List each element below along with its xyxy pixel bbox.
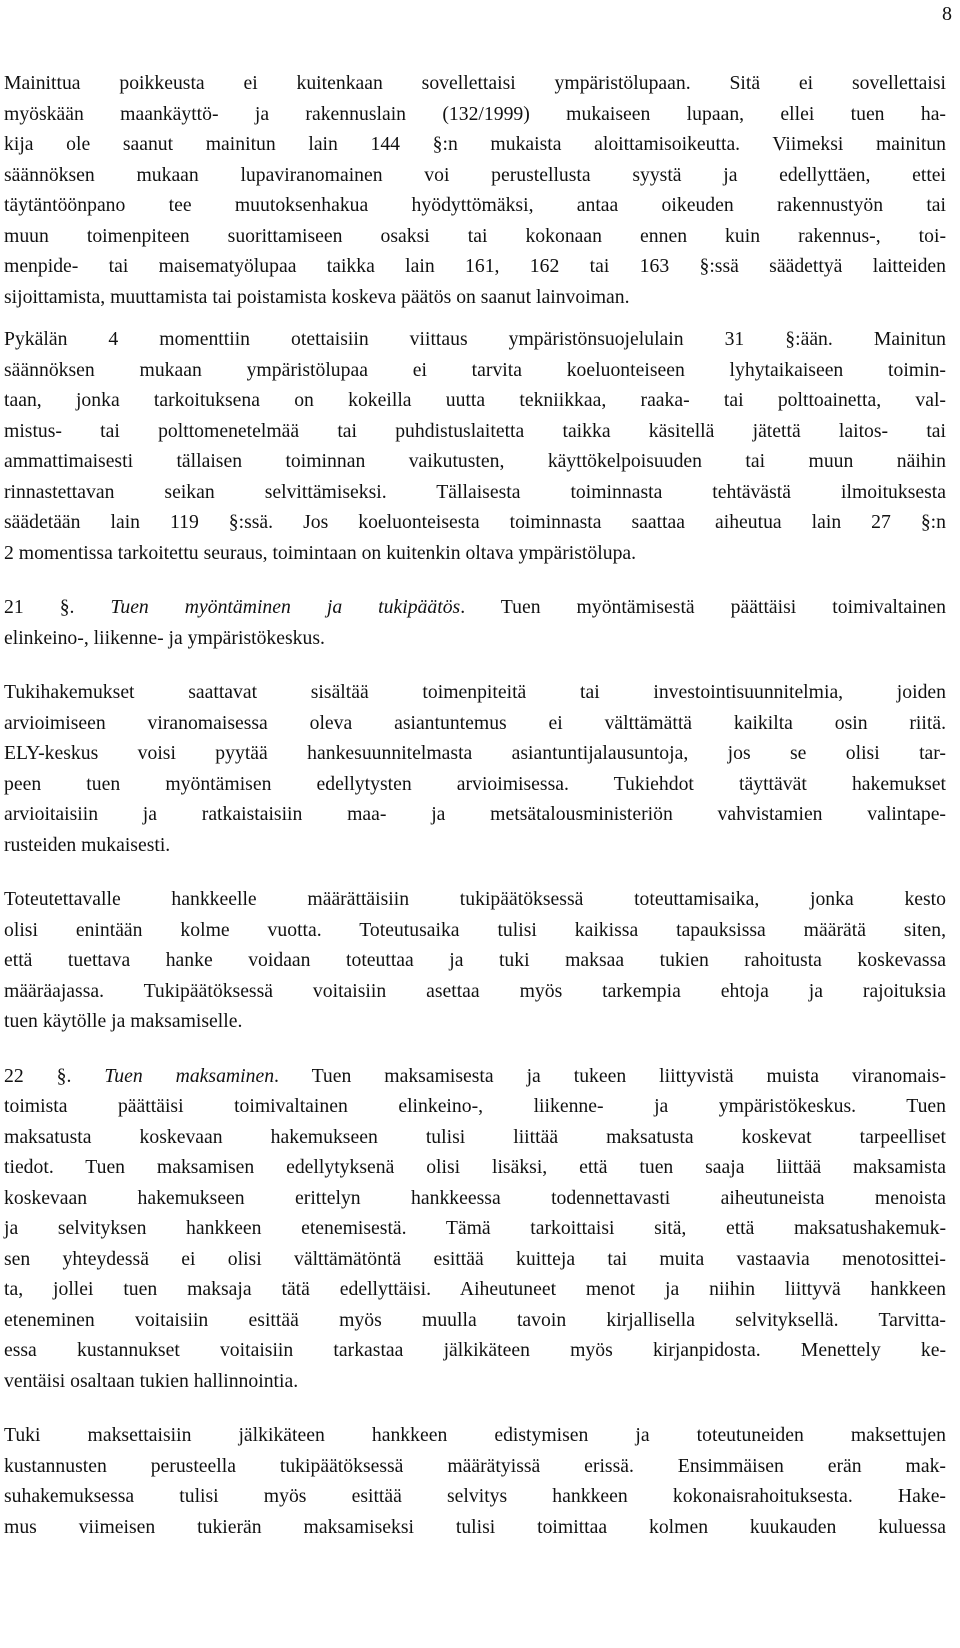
text-line: mistus- tai polttomenetelmää tai puhdistuslaitetta taikka käsitellä jätettä laitos- tai — [4, 419, 946, 442]
section-number: 22 §. — [4, 1064, 105, 1087]
page-number: 8 — [942, 3, 952, 25]
text-line: peen tuen myöntämisen edellytysten arvioimisessa. Tukiehdot täyttävät hakemukset — [4, 772, 946, 795]
text-line: maksatusta koskevaan hakemukseen tulisi liittää maksatusta koskevat tarpeelliset — [4, 1125, 946, 1148]
text-line: ventäisi osaltaan tukien hallinnointia. — [4, 1369, 299, 1392]
text-line: Toteutettavalle hankkeelle määrättäisiin tukipäätöksessä toteuttamisaika, jonka kesto — [4, 888, 946, 910]
section-22 — [4, 1061, 946, 1397]
paragraph — [4, 1420, 946, 1542]
text-run: . Tuen myöntämisestä päättäisi toimivaltainen — [460, 596, 947, 618]
text-line: Pykälän 4 momenttiin otettaisiin viittaus ympäristönsuojelulain 31 §:ään. Mainitun — [4, 328, 946, 350]
text-line: tuen käytölle ja maksamiselle. — [4, 1010, 243, 1032]
section-21 — [4, 592, 946, 653]
text-line: ja selvityksen hankkeen etenemisestä. Tämä tarkoittaisi sitä, että maksatushakemuk- — [4, 1217, 946, 1239]
section-title: Tuen myöntäminen ja tukipäätös — [110, 596, 461, 618]
paragraph — [4, 884, 946, 1037]
text-line: rinnastettavan seikan selvittämiseksi. Tällaisesta toiminnasta tehtävästä ilmoituksesta — [4, 480, 946, 503]
text-line: taan, jonka tarkoituksena on kokeilla uutta tekniikkaa, raaka- tai polttoainetta, val- — [4, 389, 946, 411]
text-line: sijoittamista, muuttamista tai poistamista koskeva päätös on saanut lainvoiman. — [4, 285, 630, 308]
text-line: säädetään lain 119 §:ssä. Jos koeluonteisesta toiminnasta saattaa aiheutua lain 27 §:n — [4, 511, 946, 533]
text-line: essa kustannukset voitaisiin tarkastaa jälkikäteen myös kirjanpidosta. Menettely ke- — [4, 1339, 946, 1361]
text-line: mus viimeisen tukierän maksamiseksi tulisi toimittaa kolmen kuukauden kuluessa — [4, 1515, 946, 1538]
text-line: määräajassa. Tukipäätöksessä voitaisiin asettaa myös tarkempia ehtoja ja rajoituksia — [4, 979, 946, 1002]
text-line: olisi enintään kolme vuotta. Toteutusaika tulisi kaikissa tapauksissa määrätä siten, — [4, 918, 946, 941]
text-line: kustannusten perusteella tukipäätöksessä määrätyissä erissä. Ensimmäisen erän mak- — [4, 1454, 946, 1477]
paragraph — [4, 677, 946, 860]
paragraph — [4, 68, 946, 312]
text-line: säännöksen mukaan ympäristölupaa ei tarvita koeluonteiseen lyhytaikaiseen toimin- — [4, 358, 946, 381]
text-line: säännöksen mukaan lupaviranomainen voi perustellusta syystä ja edellyttäen, ettei — [4, 163, 946, 186]
text-line: elinkeino-, liikenne- ja ympäristökeskus. — [4, 626, 325, 649]
text-run: . Tuen maksamisesta ja tukeen liittyvistä muista viranomais- — [274, 1064, 946, 1087]
text-line: myöskään maankäyttö- ja rakennuslain (132/1999) mukaiseen lupaan, ellei tuen ha- — [4, 102, 946, 125]
text-line: ta, jollei tuen maksaja tätä edellyttäisi. Aiheutuneet menot ja niihin liittyvä hankkeen — [4, 1278, 946, 1300]
text-line: eteneminen voitaisiin esittää myös muulla tavoin kirjallisella selvityksellä. Tarvitta- — [4, 1308, 946, 1331]
text-line: menpide- tai maisematyölupaa taikka lain 161, 162 tai 163 §:ssä säädettyä laitteiden — [4, 255, 946, 277]
text-line: arvioitaisiin ja ratkaistaisiin maa- ja metsätalousministeriön vahvistamien valintape- — [4, 803, 946, 825]
text-line: Tuki maksettaisiin jälkikäteen hankkeen edistymisen ja toteutuneiden maksettujen — [4, 1424, 946, 1446]
text-line: suhakemuksessa tulisi myös esittää selvitys hankkeen kokonaisrahoituksesta. Hake- — [4, 1485, 946, 1507]
text-line: kija ole saanut mainitun lain 144 §:n mukaista aloittamisoikeutta. Viimeksi mainitun — [4, 133, 946, 155]
text-line: rusteiden mukaisesti. — [4, 833, 171, 856]
section-title: Tuen maksaminen — [104, 1064, 275, 1087]
paragraph — [4, 324, 946, 568]
section-heading-line — [4, 1061, 946, 1092]
text-line: toimista päättäisi toimivaltainen elinkeino-, liikenne- ja ympäristökeskus. Tuen — [4, 1095, 946, 1117]
text-line: arvioimiseen viranomaisessa oleva asiantuntemus ei välttämättä kaikilta osin riitä. — [4, 711, 946, 734]
text-line: Mainittua poikkeusta ei kuitenkaan sovellettaisi ympäristölupaan. Sitä ei sovellettaisi — [4, 72, 946, 94]
text-line: täytäntöönpano tee muutoksenhakua hyödyttömäksi, antaa oikeuden rakennustyön tai — [4, 194, 946, 216]
document-body — [4, 68, 946, 1542]
text-line: tiedot. Tuen maksamisen edellytyksenä olisi lisäksi, että tuen saaja liittää maksamista — [4, 1156, 946, 1178]
section-heading-line — [4, 592, 946, 623]
text-line: Tukihakemukset saattavat sisältää toimenpiteitä tai investointisuunnitelmia, joiden — [4, 681, 946, 703]
text-line: sen yhteydessä ei olisi välttämätöntä esittää kuitteja tai muita vastaavia menotosittei- — [4, 1247, 946, 1270]
text-line: ammattimaisesti tällaisen toiminnan vaikutusten, käyttökelpoisuuden tai muun näihin — [4, 450, 946, 472]
text-line: että tuettava hanke voidaan toteuttaa ja tuki maksaa tukien rahoitusta koskevassa — [4, 949, 946, 971]
text-line: ELY-keskus voisi pyytää hankesuunnitelmasta asiantuntijalausuntoja, jos se olisi tar- — [4, 742, 946, 764]
text-line: koskevaan hakemukseen erittelyn hankkeessa todennettavasti aiheutuneista menoista — [4, 1186, 946, 1209]
text-line: 2 momentissa tarkoitettu seuraus, toimintaan on kuitenkin oltava ympäristölupa. — [4, 541, 637, 564]
text-line: muun toimenpiteen suorittamiseen osaksi tai kokonaan ennen kuin rakennus-, toi- — [4, 224, 946, 247]
section-number: 21 §. — [4, 596, 111, 618]
